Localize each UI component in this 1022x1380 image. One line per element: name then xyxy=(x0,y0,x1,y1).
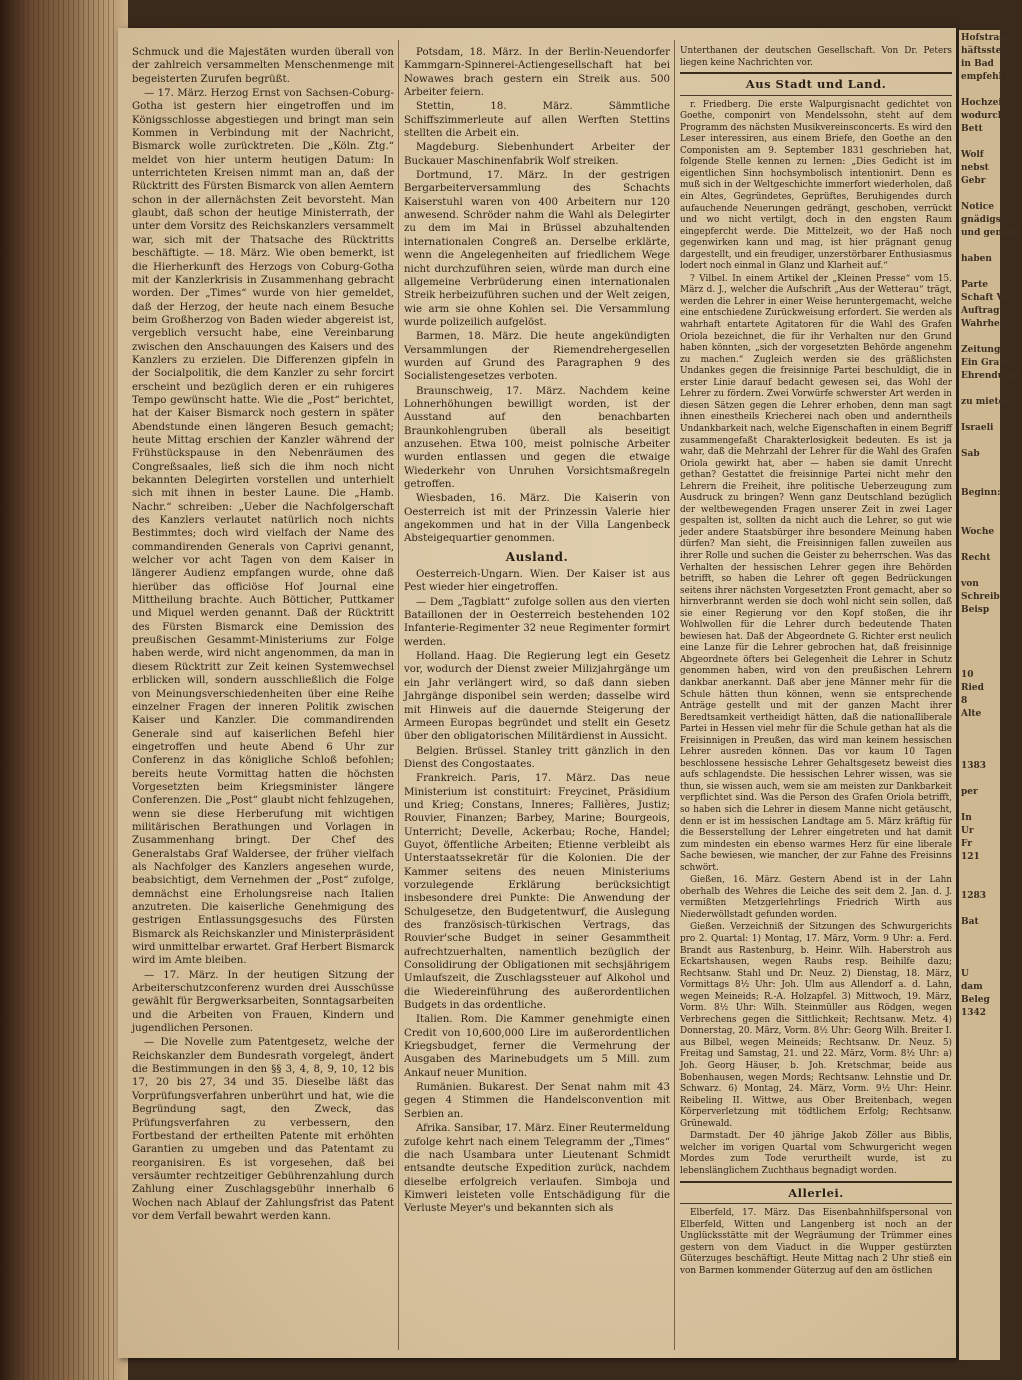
adjacent-page-fragments: Hofstrasse häftsstelle in Bad empfehl Hochzeit wodurch Bett Wolf nebst Gebr Notice gnädigste und geneigt haben Parte Schaft Vo Auftrag Wahrheit Zeitung Ein Gratis Ehrendung zu mieten Israeli Sab Beginn: Woche Recht von Schreib Beisp 10 Ried 8 Alte 1383 per In Ur Fr 121 1283 Bat U dam Beleg 1342 xyxy=(961,33,1022,1018)
column-right xyxy=(680,46,952,1356)
article-paragraph: Darmstadt. Der 40 jährige Jakob Zöller aus Biblis, welcher im vorigen Quartal vom Schwurgericht wegen Mordes zum Tode verurtheilt wurde, ist zu lebenslänglichem Zuchthaus begnadigt worden. xyxy=(680,1131,952,1176)
article-paragraph: Gießen, 16. März. Gestern Abend ist in der Lahn oberhalb des Wehres die Leiche des seit dem 2. Jan. d. J. vermißten Metzgerlehrlings Friedrich Wirth aus Niederwöllstadt gefunden worden. xyxy=(680,875,952,920)
section-heading-allerlei: Allerlei. xyxy=(788,1185,844,1200)
article-paragraph: — Die Novelle zum Patentgesetz, welche der Reichskanzler dem Bundesrath vorgelegt, ändert die Bestimmungen in den §§ 3, 4, 8, 9, 10, 12 bis 17, 20 bis 27, 34 und 35. Dieselbe läßt das Vorprüfungsverfahren unberührt und hat, wie die Begründung sagt, den Zweck, das Prüfungsverfahren zu verbessern, den Fortbestand der ertheilten Patente mit erhöhten Garantien zu umgeben und das Patentamt zu reorganisiren. Es ist vorgesehen, daß bei versäumter rechtzeitiger Gebührenzahlung durch Zahlung einer Zuschlagsgebühr innerhalb 6 Wochen nach Ablauf der Zahlungsfrist das Patent vor dem Verfall bewahrt werden kann. xyxy=(132,1037,394,1222)
article-paragraph: Belgien. Brüssel. Stanley tritt gänzlich in den Dienst des Congostaates. xyxy=(404,745,670,770)
article-paragraph: Elberfeld, 17. März. Das Eisenbahnhilfspersonal von Elberfeld, Witten und Langenberg ist noch an der Unglücksstätte mit der Wegräumung der Trümmer eines gestern von dem Viaduct in die Wupper gestürzten Güterzuges beschäftigt. Heute Mittag nach 2 Uhr stieß ein von Barmen kommender Güterzug auf den am östlichen xyxy=(680,1208,952,1276)
article-paragraph: — Dem „Tagblatt“ zufolge sollen aus den vierten Bataillonen der in Oesterreich bestehenden 102 Infanterie-Regimenter 32 neue Regimenter formirt werden. xyxy=(404,596,670,648)
article-paragraph: Rumänien. Bukarest. Der Senat nahm mit 43 gegen 4 Stimmen die Handelsconvention mit Serbien an. xyxy=(404,1082,670,1120)
column-divider xyxy=(674,40,675,1350)
section-rule xyxy=(680,72,952,74)
article-paragraph: Afrika. Sansibar, 17. März. Einer Reutermeldung zufolge kehrt nach einem Telegramm der „Times“ die nach Usambara unter Lieutenant Schmidt entsandte deutsche Expedition zurück, nachdem dieselbe erfolgreich verlaufen. Simboja und Kimweri leisteten volle Entschädigung für die Verluste Meyer's und bekannten sich als xyxy=(404,1123,670,1215)
article-paragraph: Gießen. Verzeichniß der Sitzungen des Schwurgerichts pro 2. Quartal: 1) Montag, 17. März, Vorm. 9 Uhr: a. Ferd. Brandt aus Rastenburg, b. Heinr. Wilh. Haberstroh aus Eckartshausen, wegen Raubs resp. Beihilfe dazu; Rechtsanw. Stahl und Dr. Neuz. 2) Dienstag, 18. März, Vormittags 8½ Uhr: Joh. Ulm aus Allendorf a. d. Lahn, wegen Meineids; R.-A. Holzapfel. 3) Mittwoch, 19. März, Vorm. 8½ Uhr: Wilh. Steinmüller aus Rödgen, wegen Verbrechens gegen die Sittlichkeit; Rechtsanw. Metz. 4) Donnerstag, 20. März, Vorm. 8½ Uhr: Georg Wilh. Breiter I. aus Bilbel, wegen Meineids; Rechtsanw. Dr. Neuz. 5) Freitag und Samstag, 21. und 22. März, Vorm. 8½ Uhr: a) Joh. Georg Häuser, b. Joh. Kretschmar, beide aus Bobenhausen, wegen Mords; Rechtsanw. Lehnstie und Dr. Schwarz. 6) Montag, 24. März, Vorm. 9½ Uhr: Heinr. Reibeling II. Wittwe, aus Ober Breitenbach, wegen Körperverletzung mit tödtlichem Erfolg; Rechtsanw. Grünewald. xyxy=(680,922,952,1129)
section-heading-ausland: Ausland. xyxy=(505,549,569,564)
adjacent-page-edge xyxy=(956,30,1022,1360)
section-rule xyxy=(680,1203,952,1204)
article-paragraph: Unterthanen der deutschen Gesellschaft. Von Dr. Peters liegen keine Nachrichten vor. xyxy=(680,46,952,68)
column-divider xyxy=(398,40,399,1350)
article-paragraph: Magdeburg. Siebenhundert Arbeiter der Buckauer Maschinenfabrik Wolf streiken. xyxy=(404,142,670,167)
article-paragraph: Holland. Haag. Die Regierung legt ein Gesetz vor, wodurch der Dienst zweier Milizjahrgänge um ein Jahr verlängert wird, so daß dann sieben Jahrgänge disponibel sein werden; dasselbe wird mit Hinweis auf die dauernde Steigerung der Armeen Europas begründet und stellt ein Gesetz über den obligatorischen Militärdienst in Aussicht. xyxy=(404,651,670,743)
article-paragraph: r. Friedberg. Die erste Walpurgisnacht gedichtet von Goethe, componirt von Mendelssohn, steht auf dem Programm des nächsten Musikvereinsconcerts. Es wird den Leser interessiren, aus einem Briefe, den Goethe an den Componisten am 9. September 1831 geschrieben hat, folgende Stelle kennen zu lernen: „Dies Gedicht ist im eigentlichen Sinn hochsymbolisch intentionirt. Denn es muß sich in der Weltgeschichte immerfort wiederholen, daß ein Altes, Gegründetes, Geprüftes, Beruhigendes durch aufauchende Neuerungen gedrängt, geschoben, verrückt und wo nicht vertilgt, doch in den engsten Raum eingepfercht werde. Die Mittelzeit, wo der Haß noch gegenwirken kann und mag, ist hier prägnant genug dargestellt, und ein freudiger, unzerstörbarer Enthusiasmus lodert noch einmal in Glanz und Klarheit auf.“ xyxy=(680,99,952,272)
section-rule xyxy=(680,95,952,96)
article-paragraph: Barmen, 18. März. Die heute angekündigten Versammlungen der Riemendrehergesellen wurden auf Grund des Paragraphen 9 des Socialistengesetzes verboten. xyxy=(404,331,670,383)
article-paragraph: ? Vilbel. In einem Artikel der „Kleinen Presse“ vom 15. März d. J., welcher die Aufschrift „Aus der Wetterau“ trägt, werden die Lehrer in einer Weise heruntergemacht, welche eine entschiedene Zurückweisung erfordert. Sie werden als wahrhaft entartete Agitatoren für die Wahl des Grafen Oriola bezeichnet, die für ihr Verhalten nur den Grund haben könnten, „sich der vorgesetzten Behörde angenehm zu machen.“ Zugleich werden sie des gräßlichsten Undankes gegen die freisinnige Partei beschuldigt, die in erster Linie darauf bedacht gewesen sei, das Wohl der Lehrer zu fördern. Zwei Vorwürfe schwerster Art werden in diesen Sätzen gegen die Lehrer erhoben, denn man sagt ihnen einestheils Kriecherei nach oben und anderntheils Undankbarkeit nach, welche Eigenschaften in einem Begriff zusammengefaßt Charakterlosigkeit bedeuten. Es ist ja wahr, daß die Mehrzahl der Lehrer für die Wahl des Grafen Oriola gewirkt hat, aber — haben sie damit Unrecht gethan? Gestattet die freisinnige Partei nicht mehr den Lehrern die Freiheit, ihre politische Ueberzeugung zum Ausdruck zu bringen? Wenn ganz Deutschland bezüglich der weltbewegenden Fragen unserer Zeit in zwei Lager gespalten ist, sollten da nicht auch die Lehrer, so gut wie jeder andere Staatsbürger ihre besondere Meinung haben dürfen? Man sieht, die Freisinnigen fallen zuweilen aus ihrer Rolle und suchen die Geister zu beherrschen. Was das Verhalten der hessischen Lehrer gegen ihre Behörden betrifft, so haben die Lehrer oft gegen Bedrückungen seitens ihrer nächsten Vorgesetzten Front gemacht, aber so hirnverbrannt werden sie doch wohl nicht sein sollen, daß sie einer Regierung vor den Kopf stoßen, die ihr Wohlwollen für die Lehrer durch bedeutende Thaten bewiesen hat. Daß der Abgeordnete G. Richter erst neulich eine Lanze für die Lehrer gebrochen hat, daß freisinnige Abgeordnete öfters bei Gelegenheit die Lehrer in Schutz genommen haben, wird von den preußischen Lehrern dankbar anerkannt. Daß aber jene Männer mehr für die Schule hätten thun können, wenn sie entsprechende Anträge gestellt und mit der ganzen Macht ihrer Beredtsamkeit vertheidigt hätten, daß die nationalliberale Partei in Hessen viel mehr für die Schule gethan hat als die Freisinnigen in Preußen, das wird man keinem hessischen Lehrer ausreden können. Das vor kaum 10 Tagen beschlossene hessische Lehrer Gehaltsgesetz beweist dies aufs schlagendste. Die hessischen Lehrer wissen, was sie thun, sie wissen auch, wem sie am meisten zur Dankbarkeit verpflichtet sind. Was die Person des Grafen Oriola betrifft, so haben sich die Lehrer in diesem Manne nicht getäuscht, denn er ist im hessischen Landtage am 5. März kräftig für die Besserstellung der Lehrer eingetreten und hat damit zum mindesten ein ebenso warmes Herz für eine liberale Sache bewiesen, wie mancher, der zur Fahne des Freisinns schwört. xyxy=(680,273,952,873)
article-paragraph: — 17. März. In der heutigen Sitzung der Arbeiterschutzconferenz wurden drei Ausschüsse gewählt für Bergwerksarbeiten, Sonntagsarbeiten und die Arbeiten von Frauen, Kindern und jugendlichen Personen. xyxy=(132,969,394,1035)
article-paragraph: Stettin, 18. März. Sämmtliche Schiffszimmerleute auf allen Werften Stettins stellten die Arbeit ein. xyxy=(404,101,670,140)
article-paragraph: Braunschweig, 17. März. Nachdem keine Lohnerhöhungen bewilligt worden, ist der Ausstand auf den benachbarten Braunkohlengruben überall als beseitigt anzusehen. Etwa 100, meist polnische Arbeiter wurden entlassen und gegen die etwaige Wiederkehr von Unruhen Vorsichtsmaßregeln getroffen. xyxy=(404,385,670,490)
page-edges xyxy=(8,0,118,1380)
article-paragraph: Italien. Rom. Die Kammer genehmigte einen Credit von 10,600,000 Lire im außerordentlichen Kriegsbudget, ferner die Vermehrung der Ausgaben des Marinebudgets um 5 Mill. zum Ankauf neuer Munition. xyxy=(404,1014,670,1079)
section-heading-stadt-land: Aus Stadt und Land. xyxy=(745,77,887,92)
column-middle xyxy=(404,46,670,1356)
newspaper-page xyxy=(118,28,956,1358)
article-paragraph: Frankreich. Paris, 17. März. Das neue Ministerium ist constituirt: Freycinet, Präsidium und Krieg; Constans, Inneres; Fallières, Justiz; Rouvier, Finanzen; Barbey, Marine; Bourgeois, Unterricht; Develle, Ackerbau; Roche, Handel; Guyot, öffentliche Arbeiten; Etienne verbleibt als Unterstaatssekretär für die Kolonien. Die der Kammer seitens des neuen Ministeriums vorzulegende Erklärung berücksichtigt insbesondere drei Punkte: Die Anwendung der Schulgesetze, den Budgetentwurf, die Auslegung des französisch-türkischen Vertrags, das Rouvier'sche Budget in seiner Gesammtheit aufrechtzuerhalten, namentlich bezüglich der Consolidirung der Obligationen mit sechsjährigem Umlaufszeit, die Zuschlagssteuer auf Alkohol und die Wiedereinführung des außerordentlichen Budgets in das ordentliche. xyxy=(404,773,670,1012)
article-paragraph: Dortmund, 17. März. In der gestrigen Bergarbeiterversammlung des Schachts Kaiserstuhl waren von 400 Arbeitern nur 120 anwesend. Schröder nahm die Wahl als Delegirter zu dem im Mai in Brüssel abzuhaltenden internationalen Congreß an. Derselbe erklärte, wenn die Angelegenheiten auf friedlichem Wege nicht durchzuführen seien, würde man durch eine allgemeine Verbrüderung einen internationalen Streik herbeizuführen suchen und der Welt zeigen, wie arm sie ohne Kohlen sei. Die Versammlung wurde polizeilich aufgelöst. xyxy=(404,170,670,328)
column-left xyxy=(132,46,394,1356)
section-rule xyxy=(680,1181,952,1183)
article-paragraph: Potsdam, 18. März. In der Berlin-Neuendorfer Kammgarn-Spinnerei-Actiengesellschaft hat bei Nowawes brach gestern ein Streik aus. 500 Arbeiter feiern. xyxy=(404,47,670,99)
article-paragraph: Schmuck und die Majestäten wurden überall von der zahlreich versammelten Menschenmenge mit begeisterten Zurufen begrüßt. xyxy=(132,47,394,85)
article-paragraph: Oesterreich-Ungarn. Wien. Der Kaiser ist aus Pest wieder hier eingetroffen. xyxy=(404,569,670,594)
article-paragraph: Wiesbaden, 16. März. Die Kaiserin von Oesterreich ist mit der Prinzessin Valerie hier angekommen und hat in der Villa Langenbeck Absteigequartier genommen. xyxy=(404,493,670,545)
article-paragraph: — 17. März. Herzog Ernst von Sachsen-Coburg-Gotha ist gestern hier eingetroffen und im Königsschlosse abgestiegen und bringt man sein Kommen in Verbindung mit der Nachricht, Bismarck wolle zurücktreten. Die „Köln. Ztg.“ meldet von hier unterm heutigen Datum: In unterrichteten Kreisen nimmt man an, daß der Rücktritt des Fürsten Bismarck von allen Aemtern schon in der allernächsten Zeit bevorsteht. Man glaubt, daß schon der heutige Ministerrath, der unter dem Vorsitz des Reichskanzlers versammelt war, sich mit der Thatsache des Rücktritts beschäftigte. — 18. März. Wie oben bemerkt, ist die Hierherkunft des Herzogs von Coburg-Gotha mit der Kanzlerkrisis in Zusammenhang gebracht worden. Der „Times“ wurde von hier gemeldet, daß der Herzog, der heute nach einem Besuche beim Großherzog von Baden wieder abgereist ist, vergeblich versucht habe, eine Vereinbarung zwischen den Anschauungen des Kaisers und des Kanzlers zu erzielen. Die Differenzen gipfeln in der Socialpolitik, die dem Kanzler zu sehr forcirt erscheint und bezüglich deren er ein ruhigeres Tempo gewünscht hatte. Wie die „Post“ berichtet, hat der Kaiser Bismarck noch gestern in später Abendstunde einen längeren Besuch gemacht; heute Mittag erschien der Kanzler während der Frühstückspause in den Nebenräumen des Congreßsaales, ließ sich die ihm noch nicht bekannten Delegirten vorstellen und unterhielt sich mit ihnen in bester Laune. Die „Hamb. Nachr.“ schreiben: „Ueber die Nachfolgerschaft des Kanzlers verlautet natürlich noch nichts Bestimmtes; doch wird vielfach der Name des commandirenden Generals von Caprivi genannt, welcher vor acht Tagen von dem Kaiser in längerer Audienz empfangen wurde, ohne daß hierüber das officiöse Hof Journal eine Mittheilung brachte. Auch Bötticher, Puttkamer und Miquel werden genannt. Daß der Rücktritt des Fürsten Bismarck eine Demission des preußischen Gesammt-Ministeriums zur Folge haben werde, wird nicht angenommen, da man in diesem Rücktritt zur Zeit keinen Systemwechsel erblicken will, sondern ausschließlich die Folge von Meinungsverschiedenheiten über eine Reihe einzelner Fragen der inneren Politik zwischen Kaiser und Kanzler. Die commandirenden Generale sind auf kaiserlichen Befehl hier eingetroffen und heute Abend 6 Uhr zur Conferenz in das königliche Schloß befohlen; bereits heute Vormittag hatten die höchsten Vorgesetzten beim Kriegsminister längere Conferenzen. Die „Post“ glaubt nicht fehlzugehen, wenn sie diese Herberufung mit wichtigen militärischen Berathungen und Vorlagen in Zusammenhang bringt. Der Chef des Generalstabs Graf Waldersee, der früher vielfach als Nachfolger des Kanzlers angesehen wurde, beabsichtigt, dem Vernehmen der „Post“ zufolge, demnächst eine Erholungsreise nach Italien anzutreten. Die kaiserliche Genehmigung des gestrigen Entlassungsgesuchs des Fürsten Bismarck als Reichskanzler und Ministerpräsident wird unmittelbar erwartet. Graf Herbert Bismarck wird im Amte bleiben. xyxy=(132,88,394,967)
